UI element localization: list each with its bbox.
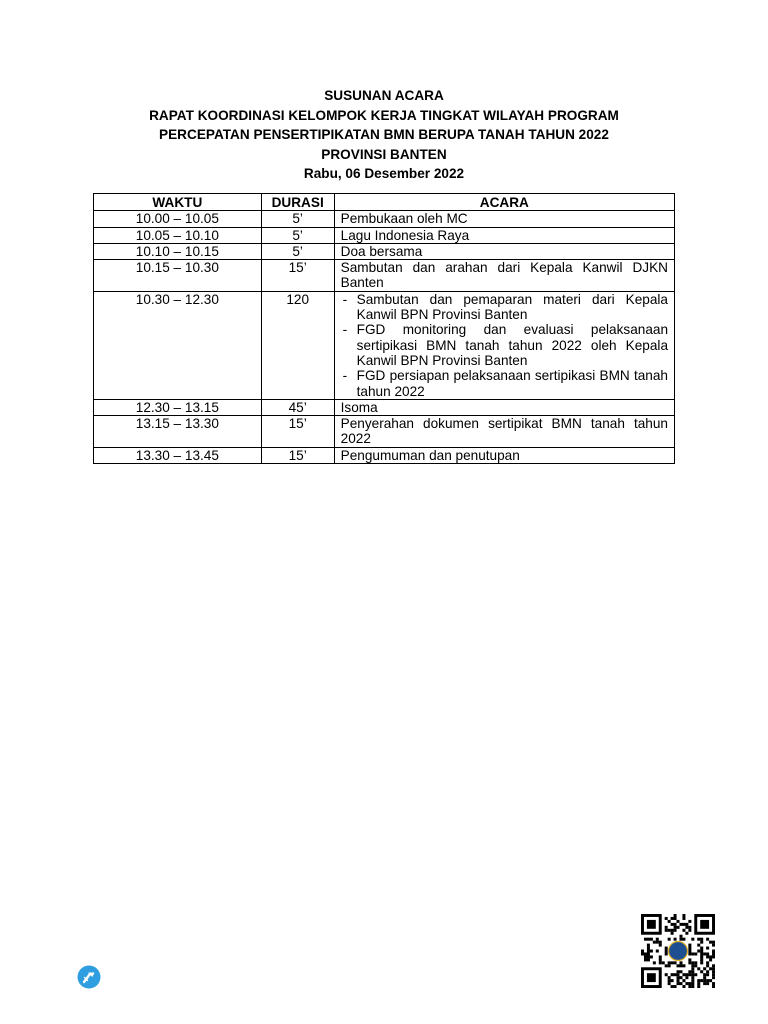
header-title: SUSUNAN ACARA (324, 88, 444, 103)
time-cell: 10.00 – 10.05 (94, 211, 262, 227)
time-cell: 13.15 – 13.30 (94, 416, 262, 448)
duration-cell: 15’ (261, 447, 334, 463)
event-cell (334, 291, 674, 399)
time-cell: 10.15 – 10.30 (94, 260, 262, 292)
event-cell: Pembukaan oleh MC (334, 211, 674, 227)
event-list-item (341, 292, 668, 323)
event-cell: Sambutan dan arahan dari Kepala Kanwil DJKN Banten (334, 260, 674, 292)
event-list-item-text: FGD persiapan pelaksanaan sertipikasi BMN tanah tahun 2022 (356, 368, 668, 399)
header-subtitle-2: PERCEPATAN PENSERTIPIKATAN BMN BERUPA TANAH TAHUN 2022 (159, 127, 609, 142)
dash-bullet: - (342, 368, 348, 384)
event-cell: Lagu Indonesia Raya (334, 227, 674, 243)
table-row (94, 243, 675, 259)
duration-cell: 120 (261, 291, 334, 399)
column-header-waktu: WAKTU (94, 194, 262, 211)
table-row (94, 260, 675, 292)
header-province: PROVINSI BANTEN (321, 146, 447, 162)
event-item-list (341, 292, 668, 399)
time-cell: 13.30 – 13.45 (94, 447, 262, 463)
table-row (94, 447, 675, 463)
event-cell: Doa bersama (334, 243, 674, 259)
event-list-item-text: FGD monitoring dan evaluasi pelaksanaan sertipikasi BMN tanah tahun 2022 oleh Kepala Kanwil BPN Provinsi Banten (356, 322, 668, 368)
event-cell: Pengumuman dan penutupan (334, 447, 674, 463)
header-subtitle-1: RAPAT KOORDINASI KELOMPOK KERJA TINGKAT WILAYAH PROGRAM (149, 107, 619, 123)
column-header-acara: ACARA (334, 194, 674, 211)
header-date: Rabu, 06 Desember 2022 (303, 166, 465, 181)
time-cell: 10.05 – 10.10 (94, 227, 262, 243)
document-logo-icon[interactable] (77, 965, 101, 989)
time-cell: 12.30 – 13.15 (94, 399, 262, 415)
time-cell: 10.10 – 10.15 (94, 243, 262, 259)
event-cell: Isoma (334, 399, 674, 415)
qr-code-icon (641, 914, 715, 988)
dash-bullet: - (342, 291, 348, 307)
schedule-table (93, 193, 675, 464)
duration-cell: 15’ (261, 416, 334, 448)
duration-cell: 5’ (261, 211, 334, 227)
dash-bullet: - (342, 322, 348, 338)
event-list-item (341, 322, 668, 368)
duration-cell: 5’ (261, 227, 334, 243)
table-row (94, 291, 675, 399)
document-header (0, 86, 768, 184)
table-row (94, 399, 675, 415)
table-row (94, 211, 675, 227)
table-header-row (94, 194, 675, 211)
table-row (94, 227, 675, 243)
event-list-item (341, 368, 668, 399)
event-cell: Penyerahan dokumen sertipikat BMN tanah tahun 2022 (334, 416, 674, 448)
table-row (94, 416, 675, 448)
column-header-durasi: DURASI (261, 194, 334, 211)
duration-cell: 5’ (261, 243, 334, 259)
event-list-item-text: Sambutan dan pemaparan materi dari Kepala Kanwil BPN Provinsi Banten (356, 291, 668, 323)
duration-cell: 45’ (261, 399, 334, 415)
duration-cell: 15’ (261, 260, 334, 292)
time-cell: 10.30 – 12.30 (94, 291, 262, 399)
